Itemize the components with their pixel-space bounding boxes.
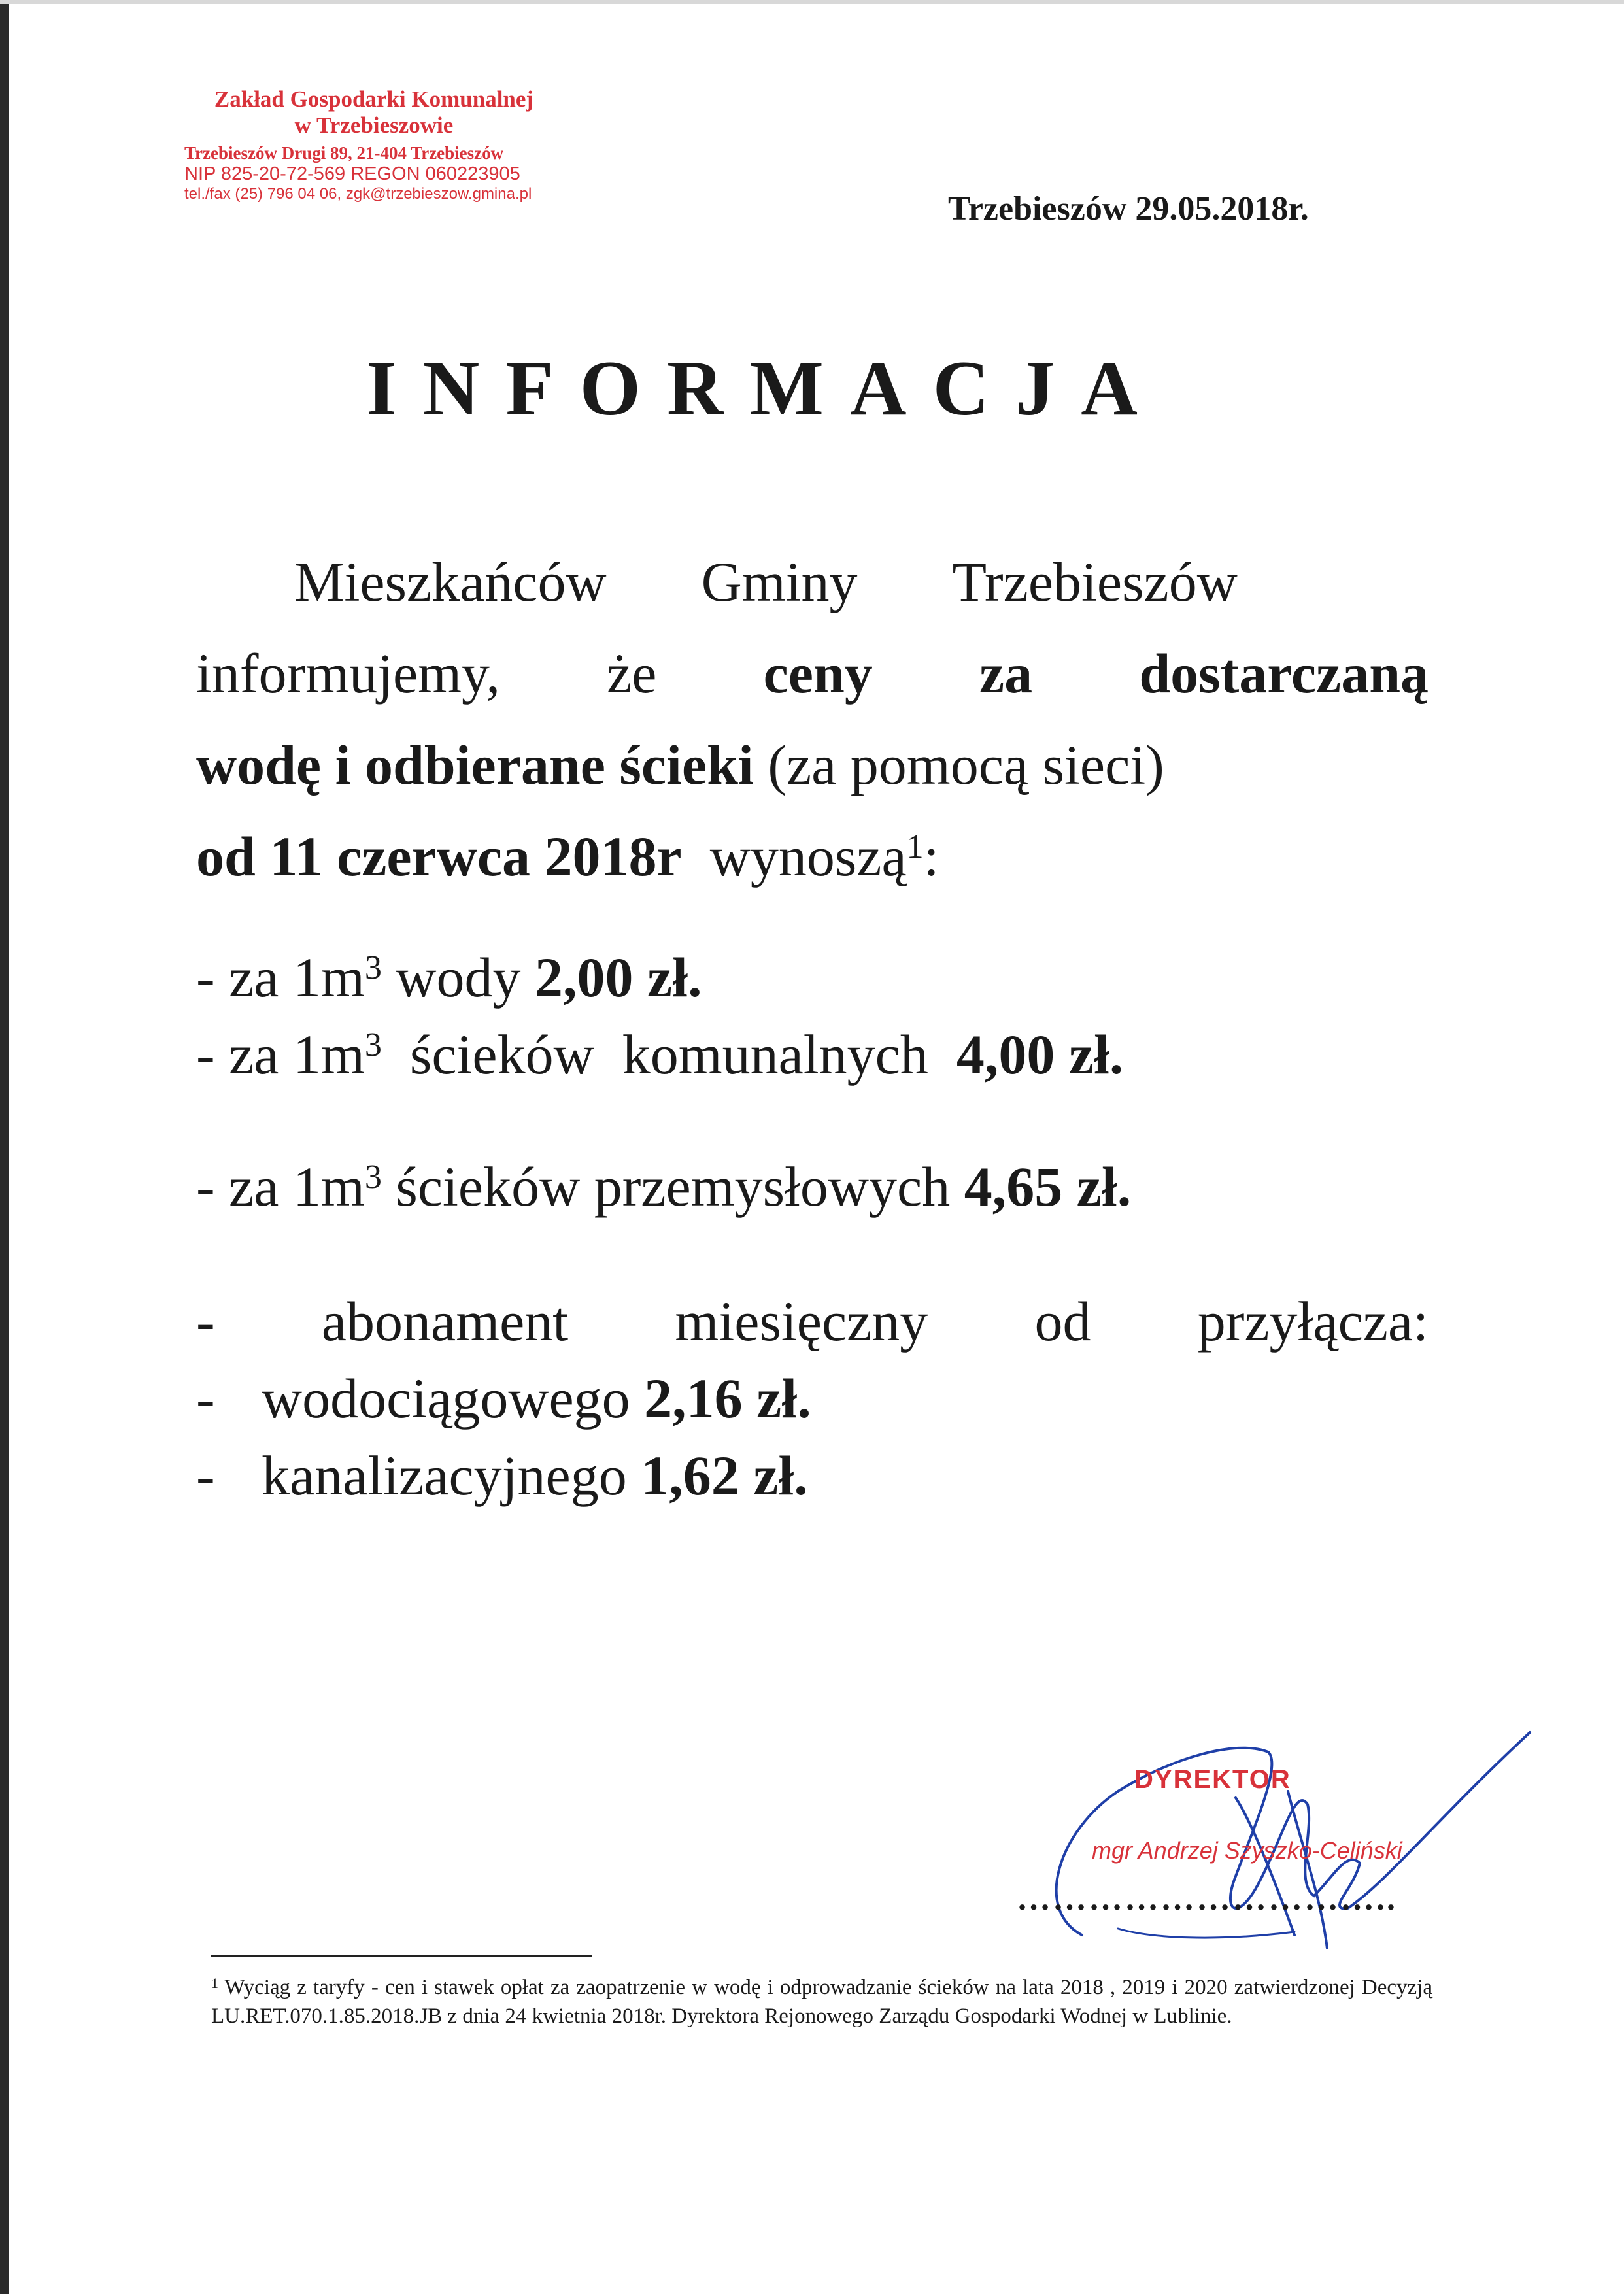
price-label: za 1m bbox=[229, 1155, 365, 1218]
intro-word: że bbox=[607, 642, 657, 705]
spacer bbox=[196, 902, 1429, 932]
list-dash: - bbox=[196, 1444, 215, 1507]
stamp-nip-regon: NIP 825-20-72-569 REGON 060223905 bbox=[184, 163, 520, 184]
price-value: 4,65 zł. bbox=[964, 1155, 1132, 1218]
footnote-marker: 1 bbox=[211, 1975, 218, 1991]
subscription-label: kanalizacyjnego bbox=[262, 1444, 641, 1507]
signature-name: mgr Andrzej Szyszko-Celiński bbox=[1092, 1837, 1402, 1864]
intro-phrase: wynoszą bbox=[709, 825, 907, 888]
intro-word: Mieszkańców bbox=[294, 550, 607, 613]
document-body bbox=[196, 536, 1429, 1521]
intro-colon: : bbox=[923, 825, 939, 888]
intro-word-bold: za bbox=[979, 642, 1033, 705]
price-value: 4,00 zł. bbox=[956, 1023, 1124, 1086]
list-dash: - bbox=[196, 1023, 215, 1086]
intro-phrase: (za pomocą sieci) bbox=[768, 734, 1164, 796]
price-label: za 1m bbox=[229, 1023, 365, 1086]
footnote-reference: 1 bbox=[906, 828, 924, 866]
subscription-price: 2,16 zł. bbox=[644, 1367, 811, 1430]
signature-title: DYREKTOR bbox=[1134, 1765, 1291, 1794]
price-label: ścieków komunalnych bbox=[381, 1023, 956, 1086]
subscription-word: abonament bbox=[321, 1290, 569, 1353]
stamp-company-name: Zakład Gospodarki Komunalnej bbox=[214, 86, 534, 112]
intro-line-4 bbox=[196, 811, 1429, 902]
intro-line-2 bbox=[196, 628, 1429, 719]
stamp-contact: tel./fax (25) 796 04 06, zgk@trzebieszow.gmina.pl bbox=[184, 184, 532, 203]
stamp-company-location: w Trzebieszowie bbox=[294, 112, 454, 139]
intro-word: informujemy, bbox=[196, 642, 500, 705]
subscription-word: od bbox=[1034, 1290, 1091, 1353]
list-dash: - bbox=[196, 1155, 215, 1218]
list-dash: - bbox=[196, 1367, 215, 1430]
price-label: za 1m bbox=[229, 946, 365, 1009]
footnote bbox=[211, 1973, 1432, 2031]
intro-word-bold: ceny bbox=[763, 642, 873, 705]
signature-block bbox=[1020, 1713, 1543, 1961]
intro-word-bold: dostarczaną bbox=[1139, 642, 1429, 705]
subscription-price: 1,62 zł. bbox=[641, 1444, 808, 1507]
intro-line-3 bbox=[196, 719, 1429, 811]
superscript: 3 bbox=[364, 949, 382, 987]
footnote-text: Wyciąg z taryfy - cen i stawek opłat za zaopatrzenie w wodę i odprowadzanie ścieków na lata 2018 , 2019 i 2020 zatwierdzonej Decyzją LU.RET.070.1.85.2018.JB z dnia 24 kwietnia 2018r. Dyrektora Rejonowego Zarządu Gospodarki Wodnej w Lublinie. bbox=[211, 1976, 1432, 2028]
intro-word: Gminy bbox=[701, 550, 858, 613]
scan-edge bbox=[0, 0, 9, 2294]
intro-bold-phrase: wodę i odbierane ścieki bbox=[196, 734, 754, 796]
price-label: ścieków przemysłowych bbox=[381, 1155, 964, 1218]
intro-word: Trzebieszów bbox=[952, 550, 1238, 613]
intro-line-1 bbox=[196, 536, 1429, 628]
effective-date: od 11 czerwca 2018r bbox=[196, 825, 682, 888]
spacer bbox=[196, 1100, 1429, 1141]
subscription-sewer bbox=[196, 1430, 1429, 1521]
footnote-divider bbox=[211, 1955, 592, 1957]
document-title: INFORMACJA bbox=[366, 345, 1164, 431]
subscription-word: miesięczny bbox=[675, 1290, 928, 1353]
subscription-label: wodociągowego bbox=[262, 1367, 645, 1430]
price-value: 2,00 zł. bbox=[535, 946, 702, 1009]
list-dash: - bbox=[196, 946, 215, 1009]
price-line-industrial-sewage bbox=[196, 1141, 1429, 1232]
superscript: 3 bbox=[364, 1026, 382, 1064]
scan-edge-top bbox=[0, 0, 1624, 4]
stamp-address: Trzebieszów Drugi 89, 21-404 Trzebieszów bbox=[184, 143, 504, 163]
subscription-word: przyłącza: bbox=[1197, 1290, 1429, 1353]
superscript: 3 bbox=[364, 1158, 382, 1196]
signature-dotted-line: ………………………….. bbox=[1017, 1880, 1397, 1917]
date-place: Trzebieszów 29.05.2018r. bbox=[948, 190, 1309, 228]
list-dash: - bbox=[196, 1290, 215, 1353]
spacer bbox=[196, 1232, 1429, 1275]
price-line-municipal-sewage bbox=[196, 1009, 1429, 1100]
company-stamp bbox=[184, 86, 577, 203]
price-label: wody bbox=[381, 946, 535, 1009]
